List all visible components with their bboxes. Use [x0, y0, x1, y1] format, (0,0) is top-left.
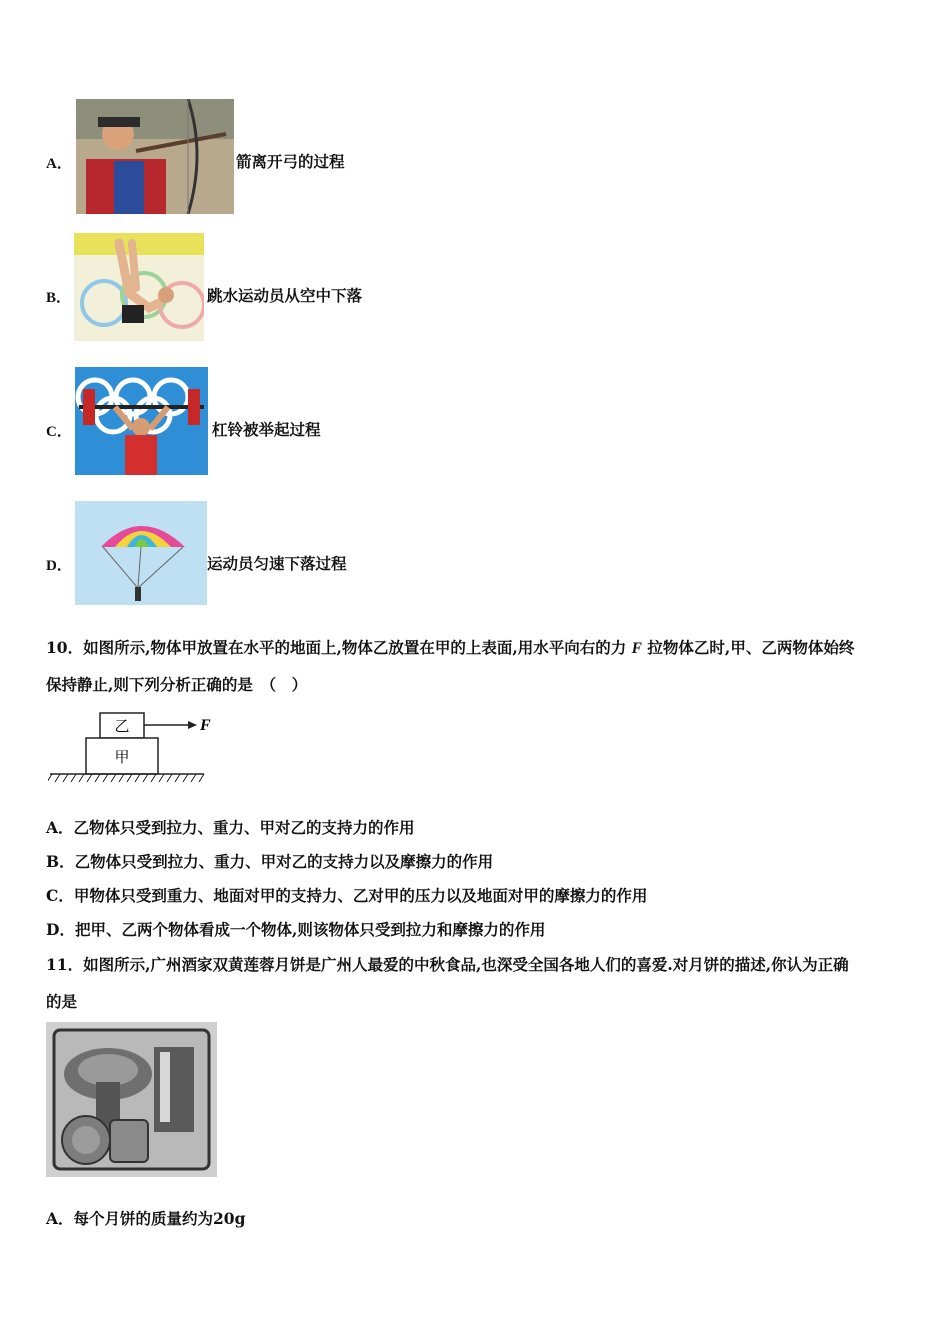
- block-yi-label: 乙: [114, 717, 130, 735]
- q10-stem-line1: [46, 638, 854, 659]
- block-jia-label: 甲: [114, 748, 130, 766]
- option-d-label: D．: [46, 558, 72, 574]
- force-variable: F: [631, 640, 643, 657]
- archer-photo: [76, 99, 234, 214]
- q10-option-d: D．把甲、乙两个物体看成一个物体,则该物体只受到拉力和摩擦力的作用: [46, 920, 546, 939]
- q11-stem-line2: 的是: [46, 992, 78, 1011]
- q10-stem-line2: 保持静止,则下列分析正确的是 （ ）: [46, 675, 308, 694]
- q10-option-a: A．乙物体只受到拉力、重力、甲对乙的支持力的作用: [46, 818, 415, 837]
- option-a-text: 箭离开弓的过程: [236, 152, 345, 171]
- option-a-label: A．: [46, 156, 72, 172]
- option-d-text: 运动员匀速下落过程: [207, 554, 347, 573]
- diver-photo: [74, 233, 204, 341]
- option-c-label: C．: [46, 424, 72, 440]
- option-c-text: 杠铃被举起过程: [212, 420, 321, 439]
- mooncake-box-photo: [46, 1022, 217, 1177]
- q10-option-b: B．乙物体只受到拉力、重力、甲对乙的支持力以及摩擦力的作用: [46, 852, 494, 871]
- option-b-text: 跳水运动员从空中下落: [207, 286, 363, 305]
- weightlifter-photo: [75, 367, 208, 475]
- q10-option-c: C．甲物体只受到重力、地面对甲的支持力、乙对甲的压力以及地面对甲的摩擦力的作用: [46, 886, 648, 905]
- q10-stem-tail: 拉物体乙时,甲、乙两物体始终: [647, 638, 855, 657]
- block-force-diagram: [48, 708, 218, 784]
- q10-stem-text: 10．如图所示,物体甲放置在水平的地面上,物体乙放置在甲的上表面,用水平向右的力: [46, 638, 627, 657]
- option-b-label: B．: [46, 290, 72, 306]
- force-label: F: [200, 717, 211, 734]
- q11-option-a: A．每个月饼的质量约为20g: [46, 1209, 246, 1228]
- parachute-photo: [75, 501, 207, 605]
- q11-stem-line1: 11．如图所示,广州酒家双黄莲蓉月饼是广州人最爱的中秋食品,也深受全国各地人们的喜爱.对月饼的描述,你认为正确: [46, 955, 849, 974]
